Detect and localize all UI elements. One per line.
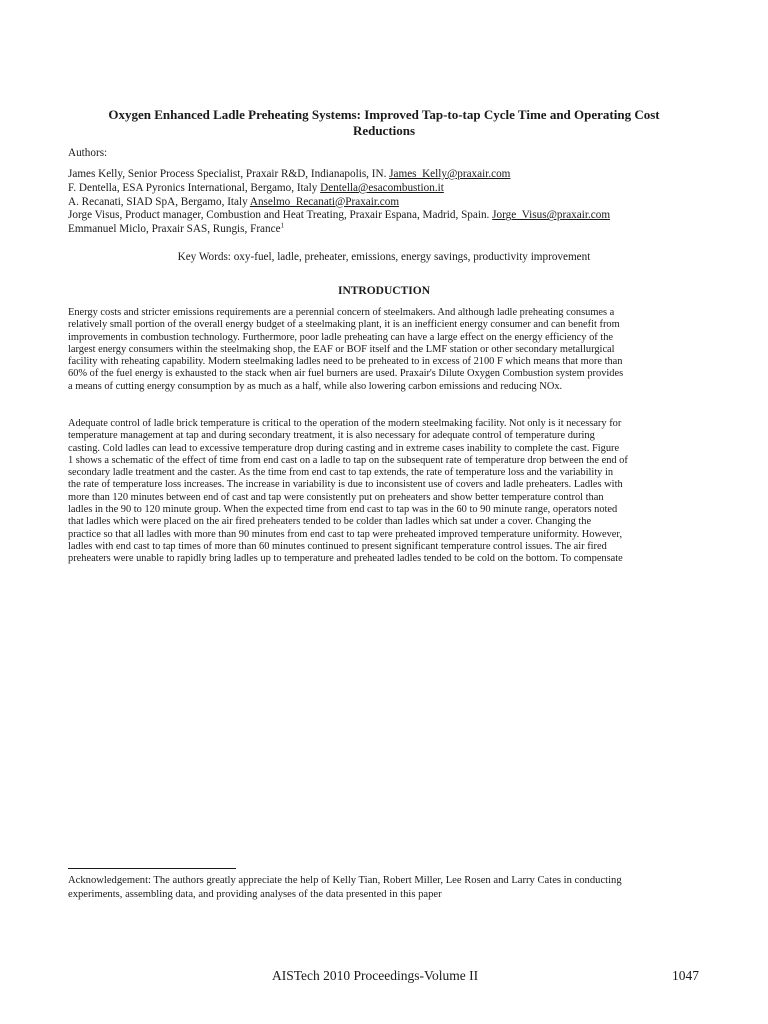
page-number: 1047	[672, 968, 699, 983]
paragraph-line: preheaters were unable to rapidly bring ladles up to temperature and preheated ladles tended to be cold on the bottom. To compensate	[68, 553, 623, 565]
author-email-link[interactable]: Anselmo_Recanati@Praxair.com	[249, 195, 400, 208]
author-affiliation: Emmanuel Miclo, Praxair SAS, Rungis, France	[68, 223, 281, 236]
paragraph-line: secondary ladle treatment and the caster. As the time from end cast to tap extends, the rate of temperature loss and the variability in	[68, 467, 614, 479]
title-line: Reductions	[352, 123, 416, 138]
author-line	[68, 168, 610, 182]
author-line	[68, 182, 610, 196]
paragraph-line: that ladles which were placed on the air fired preheaters tended to be colder than ladles which sat under a cover. Changing the	[68, 516, 592, 528]
footnote-line: Acknowledgement: The authors greatly appreciate the help of Kelly Tian, Robert Miller, Lee Rosen and Larry Cates in conducting	[68, 875, 622, 886]
section-heading-introduction: INTRODUCTION	[337, 285, 430, 297]
paragraph-line: ladles with end cast to tap times of more than 60 minutes continued to present significant temperature control issues. The air fired	[68, 540, 607, 552]
author-affiliation: F. Dentella, ESA Pyronics International, Bergamo, Italy	[68, 181, 321, 194]
author-line	[68, 223, 610, 237]
paper-title	[100, 107, 668, 139]
author-affiliation: Jorge Visus, Product manager, Combustion and Heat Treating, Praxair Espana, Madrid, Spain.	[68, 209, 493, 222]
footer-proceedings: AISTech 2010 Proceedings-Volume II	[272, 968, 479, 983]
keywords: Key Words: oxy-fuel, ladle, preheater, emissions, energy savings, productivity improvement	[177, 251, 591, 263]
author-email-link[interactable]: Dentella@esacombustion.it	[320, 181, 444, 194]
paragraph-line: more than 120 minutes between end of cast and tap were consistently put on preheaters and show better temperature control than	[68, 491, 604, 503]
paragraph-line: facility with reheating capability. Modern steelmaking ladles need to be preheated to in excess of 2100 F which means that more than	[68, 356, 623, 368]
paragraph-line: the rate of temperature loss increases. The increase in variability is due to inconsistent use of covers and ladle preheaters. Ladles with	[68, 479, 623, 491]
footnote-divider	[68, 868, 236, 869]
author-affiliation: A. Recanati, SIAD SpA, Bergamo, Italy	[68, 195, 250, 208]
paragraph-ladle-temperature	[68, 418, 700, 566]
paragraph-line: practice so that all ladles with more than 90 minutes from end cast to tap were preheated improved temperature uniformity. However,	[68, 528, 623, 540]
paragraph-line: Adequate control of ladle brick temperature is critical to the operation of the modern steelmaking facility. Not only is it necessary for	[68, 418, 622, 429]
paragraph-line: largest energy consumers within the steelmaking shop, the EAF or BOF itself and the LMF station or other secondary metallurgical	[68, 343, 615, 355]
paragraph-line: relatively small portion of the overall energy budget of a steelmaking plant, it is an inefficient energy consumer and can benefit from	[68, 319, 620, 331]
footnote-acknowledgement	[68, 874, 708, 901]
paragraph-energy-costs	[68, 307, 700, 393]
paragraph-line: temperature management at tap and during secondary treatment, it is also necessary for adequate control of temperature during	[68, 430, 595, 442]
paragraph-line: ladles in the 90 to 120 minute group. When the expected time from end cast to tap was in the 60 to 90 minute range, operators noted	[68, 504, 618, 516]
paragraph-line: improvements in combustion technology. Furthermore, poor ladle preheating can have a large effect on the energy efficiency of the	[68, 331, 614, 343]
author-email-link[interactable]: Jorge_Visus@praxair.com	[492, 209, 611, 222]
paragraph-line: 1 shows a schematic of the effect of time from end cast on a ladle to tap on the subsequent rate of temperature drop between the end of	[68, 454, 628, 466]
paragraph-line: casting. Cold ladles can lead to excessive temperature drop during casting and in extreme cases inability to complete the cast. Figure	[68, 442, 620, 454]
paragraph-line: a means of cutting energy consumption by as much as a half, while also lowering carbon emissions and reducing NOx.	[68, 380, 563, 392]
title-line: Oxygen Enhanced Ladle Preheating Systems: Improved Tap-to-tap Cycle Time and Operating Cost	[108, 107, 660, 122]
author-line	[68, 209, 610, 223]
paragraph-line: 60% of the fuel energy is exhausted to the stack when air fuel burners are used. Praxair's Dilute Oxygen Combustion system provides	[68, 368, 624, 380]
paragraph-line: Energy costs and stricter emissions requirements are a perennial concern of steelmakers. And although ladle preheating consumes a	[68, 307, 615, 318]
author-line	[68, 196, 610, 210]
author-affiliation: James Kelly, Senior Process Specialist, Praxair R&D, Indianapolis, IN.	[68, 168, 390, 180]
footnote-line: experiments, assembling data, and providing analyses of the data presented in this paper	[68, 888, 442, 900]
author-email-link[interactable]: James_Kelly@praxair.com	[389, 168, 511, 180]
footnote-marker: 1	[280, 221, 285, 230]
authors-label: Authors:	[68, 147, 108, 159]
author-list	[68, 168, 610, 237]
